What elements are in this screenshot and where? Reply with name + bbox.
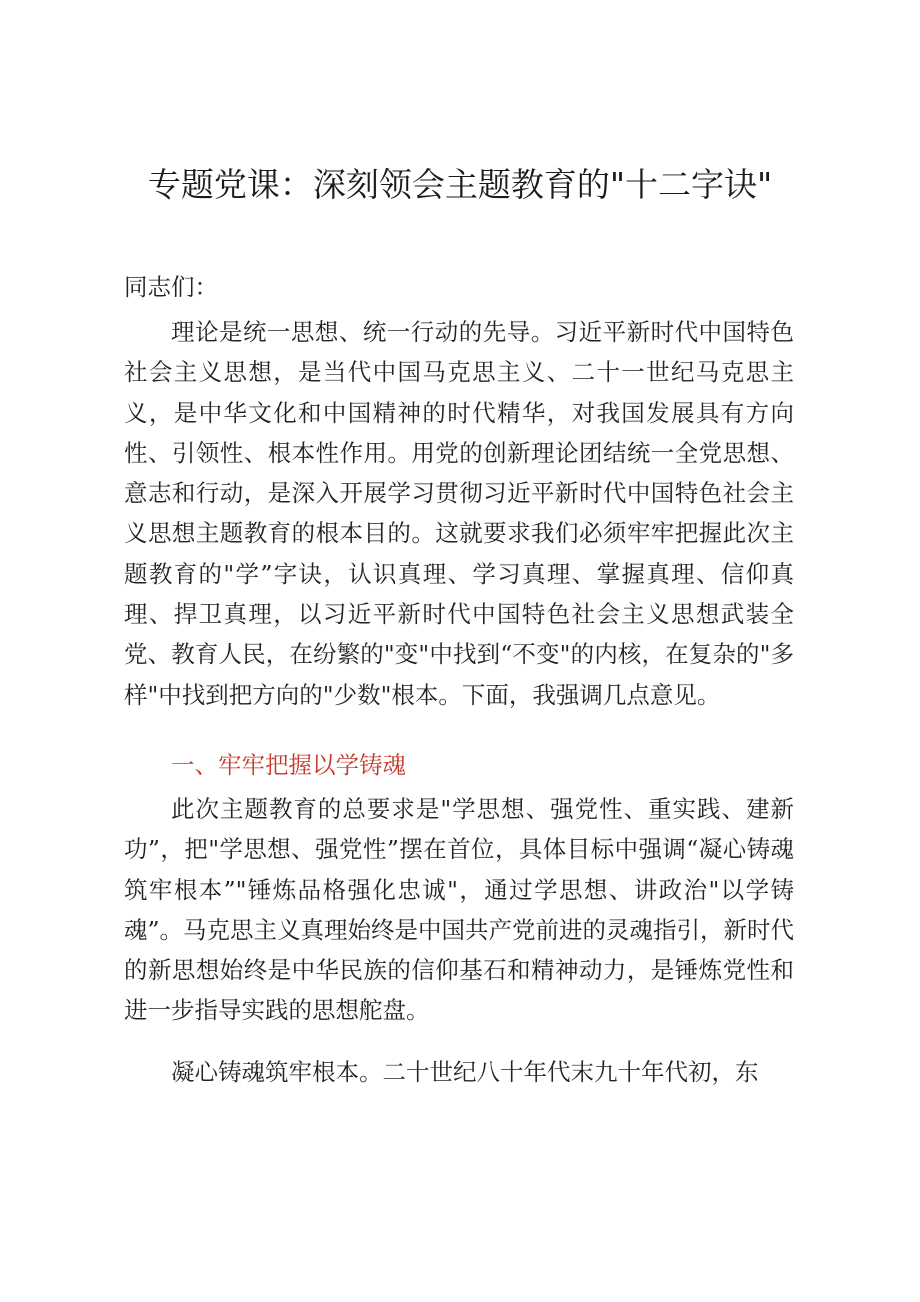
section-heading: 一、牢牢把握以学铸魂: [171, 751, 406, 779]
salutation: 同志们：: [124, 273, 218, 301]
paragraph-section-1: 此次主题教育的总要求是"学思想、强党性、重实践、建新功”，把"学思想、强党性”摆在首位，具体目标中强调“凝心铸魂筑牢根本”"锤炼品格强化忠诚"，通过学思想、讲政治"以学铸魂”。马克思主义真理始终是中国共产党前进的灵魂指引，新时代的新思想始终是中华民族的信仰基石和精神动力，是锤炼党性和进一步指导实践的思想舵盘。: [124, 795, 795, 1025]
document-title: 专题党课：深刻领会主题教育的"十二字诀": [147, 165, 773, 204]
paragraph-section-2: 凝心铸魂筑牢根本。二十世纪八十年代末九十年代初，东: [171, 1058, 759, 1086]
paragraph-intro: 理论是统一思想、统一行动的先导。习近平新时代中国特色社会主义思想，是当代中国马克思主义、二十一世纪马克思主义，是中华文化和中国精神的时代精华，对我国发展具有方向性、引领性、根本性作用。用党的创新理论团结统一全党思想、意志和行动，是深入开展学习贯彻习近平新时代中国特色社会主义思想主题教育的根本目的。这就要求我们必须牢牢把握此次主题教育的"学”字诀，认识真理、学习真理、掌握真理、信仰真理、捍卫真理，以习近平新时代中国特色社会主义思想武装全党、教育人民，在纷繁的"变"中找到“不变"的内核，在复杂的"多样"中找到把方向的"少数"根本。下面，我强调几点意见。: [124, 318, 794, 709]
